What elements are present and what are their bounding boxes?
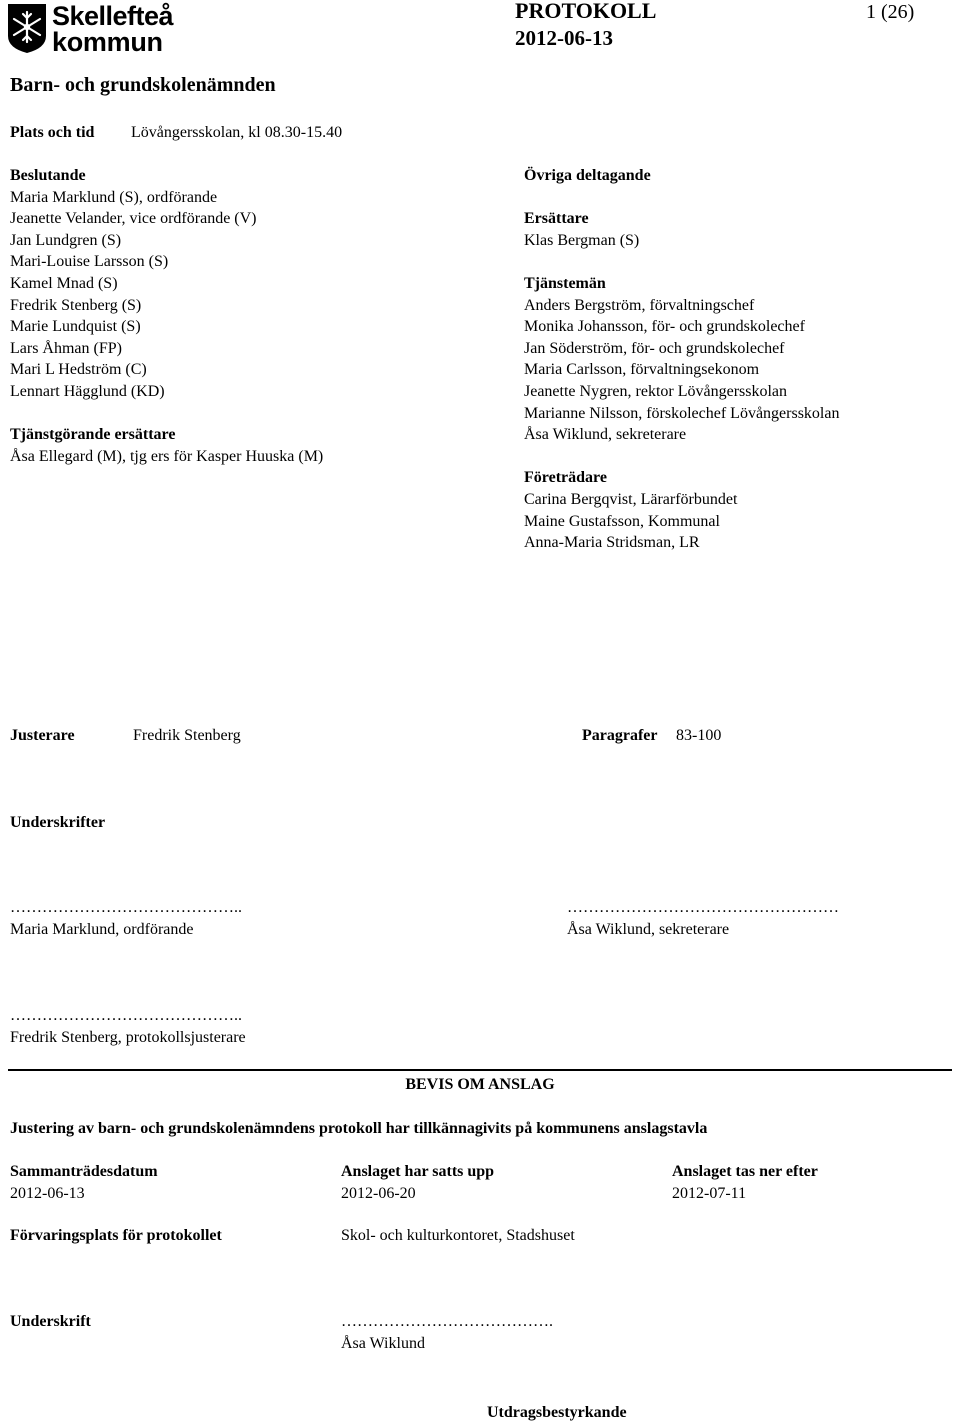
member-item: Lars Åhman (FP) [10, 339, 122, 357]
substitute-heading: Tjänstgörande ersättare [10, 426, 176, 444]
signature-label: Underskrift [10, 1313, 91, 1330]
adjuster-value: Fredrik Stenberg [133, 727, 241, 744]
place-value: Lövångersskolan, kl 08.30-15.40 [131, 124, 343, 141]
adjuster-label: Justerare [10, 727, 75, 744]
logo-text-line1: Skellefteå [52, 1, 174, 31]
posted-label: Anslaget har satts upp [341, 1163, 495, 1180]
other-participants-heading: Övriga deltagande [524, 167, 651, 184]
signature-line-chair: …………………………………….. [10, 899, 242, 916]
official-item: Marianne Nilsson, förskolechef Lövångersskolan [524, 404, 840, 422]
municipality-logo [6, 2, 196, 58]
signature-name: Åsa Wiklund [341, 1335, 425, 1352]
signature-line-adjuster: …………………………………….. [10, 1007, 242, 1024]
meeting-date-label: Sammanträdesdatum [10, 1163, 158, 1180]
signature-line-secretary: …………………………………………… [567, 899, 839, 916]
doc-type: PROTOKOLL [515, 0, 657, 23]
representatives-heading: Företrädare [524, 469, 607, 487]
signatures-heading: Underskrifter [10, 814, 106, 831]
decision-makers-section [10, 165, 323, 467]
replacements-heading: Ersättare [524, 210, 589, 228]
member-item: Mari L Hedström (C) [10, 361, 147, 379]
member-item: Maria Marklund (S), ordförande [10, 188, 218, 206]
signature-name-adjuster: Fredrik Stenberg, protokollsjusterare [10, 1029, 246, 1046]
protocol-date: 2012-06-13 [515, 26, 613, 50]
official-item: Jan Söderström, för- och grundskolechef [524, 339, 785, 357]
signature-name-chair: Maria Marklund, ordförande [10, 921, 194, 938]
member-item: Marie Lundquist (S) [10, 318, 141, 336]
substitute-item: Åsa Ellegard (M), tjg ers för Kasper Huuska (M) [10, 447, 324, 465]
other-participants-section [524, 165, 839, 554]
removed-label: Anslaget tas ner efter [672, 1163, 818, 1180]
official-item: Åsa Wiklund, sekreterare [524, 426, 687, 444]
divider [8, 1069, 952, 1071]
member-item: Lennart Hägglund (KD) [10, 382, 165, 400]
removed-value: 2012-07-11 [672, 1185, 747, 1202]
member-item: Jan Lundgren (S) [10, 231, 122, 249]
place-label: Plats och tid [10, 124, 95, 141]
paragraphs-value: 83-100 [676, 727, 722, 744]
signature-line: …………………………………. [341, 1313, 553, 1330]
official-item: Jeanette Nygren, rektor Lövångersskolan [524, 382, 788, 400]
member-item: Mari-Louise Larsson (S) [10, 253, 169, 271]
committee-name: Barn- och grundskolenämnden [10, 74, 276, 96]
storage-value: Skol- och kulturkontoret, Stadshuset [341, 1227, 575, 1244]
paragraphs-label: Paragrafer [582, 727, 658, 744]
decision-makers-heading: Beslutande [10, 167, 86, 184]
representative-item: Maine Gustafsson, Kommunal [524, 512, 720, 530]
meeting-date-value: 2012-06-13 [10, 1185, 85, 1202]
member-item: Fredrik Stenberg (S) [10, 296, 142, 314]
certification-footer: Utdragsbestyrkande [487, 1404, 627, 1421]
representative-item: Anna-Maria Stridsman, LR [524, 534, 700, 552]
member-item: Kamel Mnad (S) [10, 274, 118, 292]
member-item: Jeanette Velander, vice ordförande (V) [10, 210, 257, 228]
storage-label: Förvaringsplats för protokollet [10, 1227, 222, 1244]
official-item: Anders Bergström, förvaltningschef [524, 296, 755, 314]
official-item: Maria Carlsson, förvaltningsekonom [524, 361, 760, 379]
page-number: 1 (26) [866, 1, 915, 23]
official-item: Monika Johansson, för- och grundskolechef [524, 318, 805, 336]
officials-heading: Tjänstemän [524, 274, 606, 292]
notice-statement: Justering av barn- och grundskolenämndens protokoll har tillkännagivits på kommunens anslagstavla [10, 1120, 708, 1137]
signature-name-secretary: Åsa Wiklund, sekreterare [567, 921, 730, 938]
posted-value: 2012-06-20 [341, 1185, 416, 1202]
snowflake-emblem-icon [6, 2, 48, 54]
logo-text-line2: kommun [52, 27, 163, 57]
representative-item: Carina Bergqvist, Lärarförbundet [524, 490, 738, 508]
replacement-item: Klas Bergman (S) [524, 231, 640, 249]
notice-title: BEVIS OM ANSLAG [405, 1076, 555, 1093]
